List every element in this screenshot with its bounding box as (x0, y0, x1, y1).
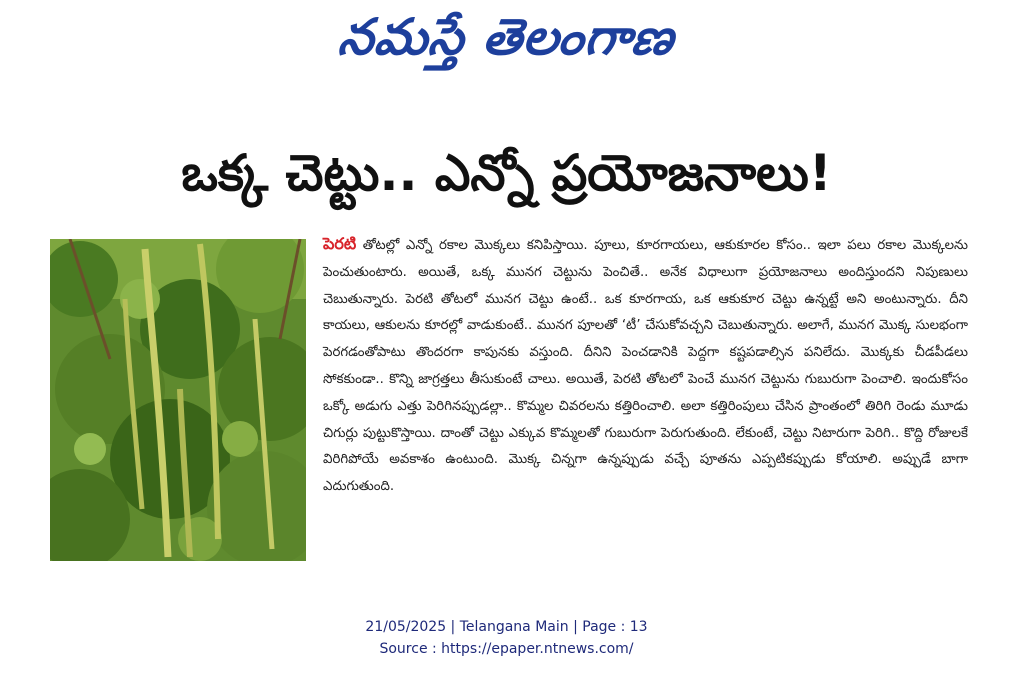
article-body (323, 231, 968, 501)
article-body-text: తోటల్లో ఎన్నో రకాల మొక్కలు కనిపిస్తాయి. పూలు, కూరగాయలు, ఆకుకూరల కోసం.. ఇలా పలు రకాల మొక్కలను పెంచుతుంటారు. అయితే, ఒక్క మునగ చెట్టును పెంచితే.. అనేక విధాలుగా ప్రయోజనాలు అందిస్తుందని నిపుణులు చెబుతున్నారు. పెరటి తోటలో మునగ చెట్టు ఉంటే.. ఒక కూరగాయ, ఒక ఆకుకూర చెట్టు ఉన్నట్టే అని అంటున్నారు. దీని కాయలు, ఆకులను కూరల్లో వాడుకుంటే.. మునగ పూలతో ‘టీ’ చేసుకోవచ్చని చెబుతున్నారు. అలాగే, మునగ మొక్క సులభంగా పెరగడంతోపాటు తొందరగా కాపునకు వస్తుంది. దీనిని పెంచడానికి పెద్దగా కష్టపడాల్సిన పనిలేదు. మొక్కకు చీడపీడలు సోకకుండా.. కొన్ని జాగ్రత్తలు తీసుకుంటే చాలు. అయితే, పెరటి తోటలో పెంచే మునగ చెట్టును గుబురుగా పెంచాలి. ఇందుకోసం ఒక్కో అడుగు ఎత్తు పెరిగినప్పుడల్లా.. కొమ్మల చివరలను కత్తిరించాలి. అలా కత్తిరింపులు చేసిన ప్రాంతంలో తిరిగి రెండు మూడు చిగుర్లు పుట్టుకొస్తాయి. దాంతో చెట్టు ఎక్కువ కొమ్మలతో గుబురుగా పెరుగుతుంది. లేకుంటే, చెట్టు నిటారుగా పెరిగి.. కొద్ది రోజులకే విరిగిపోయే అవకాశం ఉంటుంది. మొక్క చిన్నగా ఉన్నప్పుడు వచ్చే పూతను ఎప్పటికప్పుడు కోయాలి. అప్పుడే బాగా ఎదుగుతుంది. (323, 238, 968, 495)
source-link[interactable]: Source : https://epaper.ntnews.com/ (379, 641, 634, 657)
newspaper-masthead: నమస్తే తెలంగాణ (335, 8, 678, 66)
lead-word: పెరటి (323, 234, 357, 253)
article-headline: ఒక్క చెట్టు.. ఎన్నో ప్రయోజనాలు! (181, 144, 832, 202)
edition-info: 21/05/2025 | Telangana Main | Page : 13 (365, 619, 648, 635)
drumstick-tree-photo (50, 239, 306, 561)
